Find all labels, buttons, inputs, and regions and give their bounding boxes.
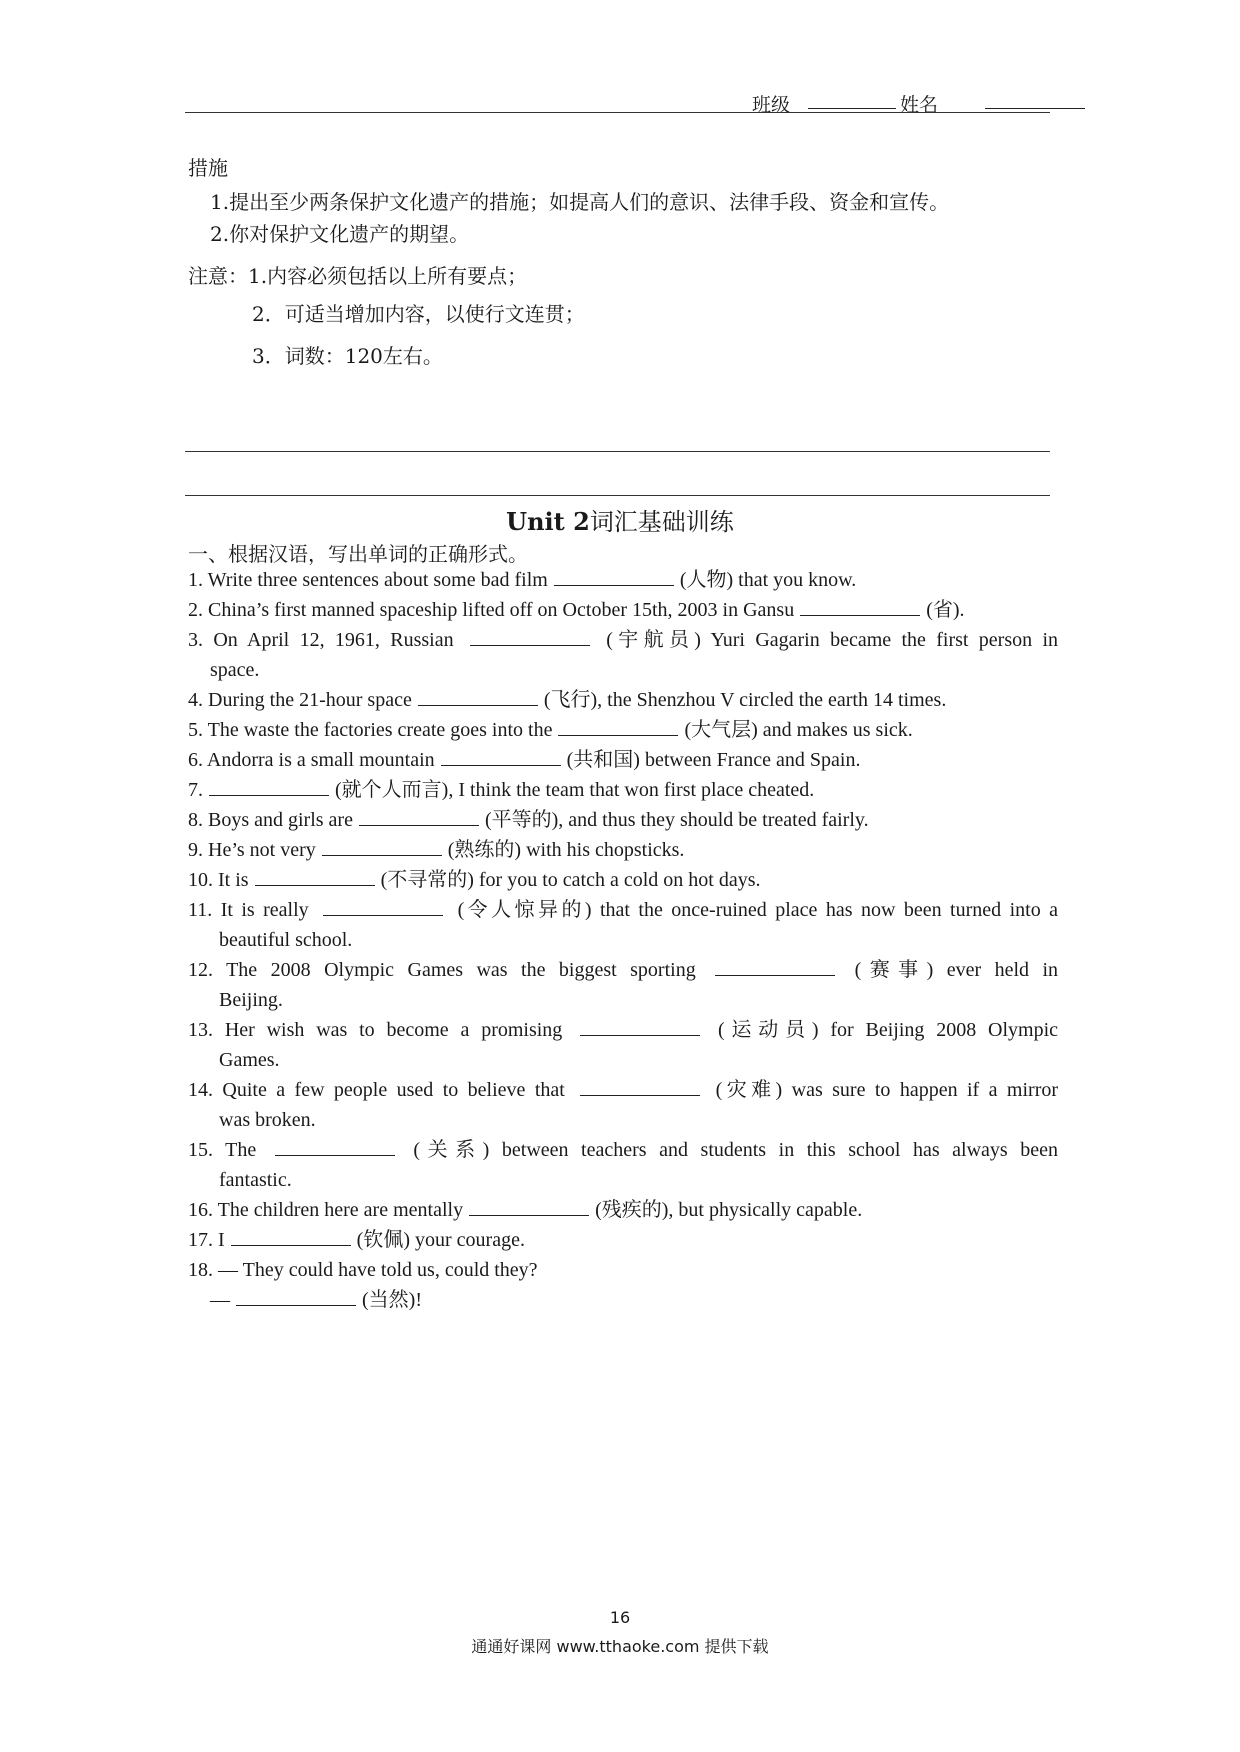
class-label: 班级 xyxy=(752,94,791,116)
exercise-item: 16. The children here are mentally (残疾的), but physically capable. xyxy=(188,1199,863,1221)
exercise-item: 2. China’s first manned spaceship lifted off on October 15th, 2003 in Gansu (省). xyxy=(188,599,965,621)
notes-item-3: 3．词数：120左右。 xyxy=(252,344,443,368)
class-blank xyxy=(808,108,896,109)
measures-heading: 措施 xyxy=(188,156,228,180)
answer-blank[interactable] xyxy=(236,1287,356,1306)
answer-blank[interactable] xyxy=(255,867,375,886)
exercise-item: 3. On April 12, 1961, Russian (宇航员) Yuri Gagarin became the first person in xyxy=(188,629,1059,651)
unit-title-rest: 词汇基础训练 xyxy=(589,508,734,536)
notes-lead: 注意：1.内容必须包括以上所有要点； xyxy=(188,264,528,288)
name-blank xyxy=(985,108,1085,109)
exercise-continuation: was broken. xyxy=(219,1109,316,1131)
exercise-item: 5. The waste the factories create goes into the (大气层) and makes us sick. xyxy=(188,719,913,741)
exercise-item: 13. Her wish was to become a promising (运动员) for Beijing 2008 Olympic xyxy=(188,1019,1059,1041)
exercise-list xyxy=(188,565,1058,1315)
answer-blank[interactable] xyxy=(418,687,538,706)
exercise-continuation: space. xyxy=(210,659,260,681)
answer-blank[interactable] xyxy=(800,597,920,616)
writing-line xyxy=(185,495,1050,496)
exercise-item: 9. He’s not very (熟练的) with his chopsticks. xyxy=(188,839,685,861)
exercise-reply: — (当然)! xyxy=(210,1289,422,1311)
unit-title xyxy=(0,502,1240,537)
exercise-item: 11. It is really (令人惊异的) that the once-ruined place has now been turned into a xyxy=(188,899,1059,921)
page-number: 16 xyxy=(609,1608,631,1627)
section-heading: 一、根据汉语，写出单词的正确形式。 xyxy=(188,542,528,566)
exercise-continuation: fantastic. xyxy=(219,1169,292,1191)
answer-blank[interactable] xyxy=(323,897,443,916)
exercise-item: 10. It is (不寻常的) for you to catch a cold on hot days. xyxy=(188,869,761,891)
exercise-item: 18. — They could have told us, could they? xyxy=(188,1259,538,1281)
exercise-item: 6. Andorra is a small mountain (共和国) between France and Spain. xyxy=(188,749,861,771)
exercise-item: 4. During the 21-hour space (飞行), the Shenzhou V circled the earth 14 times. xyxy=(188,689,947,711)
answer-blank[interactable] xyxy=(554,567,674,586)
answer-blank[interactable] xyxy=(580,1017,700,1036)
header-rule xyxy=(185,112,1050,113)
exercise-continuation: Games. xyxy=(219,1049,280,1071)
answer-blank[interactable] xyxy=(558,717,678,736)
answer-blank[interactable] xyxy=(359,807,479,826)
answer-blank[interactable] xyxy=(715,957,835,976)
exercise-item: 8. Boys and girls are (平等的), and thus they should be treated fairly. xyxy=(188,809,869,831)
exercise-continuation: beautiful school. xyxy=(219,929,353,951)
notes-item-2: 2．可适当增加内容，以使行文连贯； xyxy=(252,302,585,326)
answer-blank[interactable] xyxy=(209,777,329,796)
exercise-item: 15. The (关系) between teachers and students in this school has always been xyxy=(188,1139,1058,1161)
exercise-item: 1. Write three sentences about some bad film (人物) that you know. xyxy=(188,569,857,591)
exercise-item: 12. The 2008 Olympic Games was the biggest sporting (赛事) ever held in xyxy=(188,959,1059,981)
answer-blank[interactable] xyxy=(580,1077,700,1096)
name-label: 姓名 xyxy=(900,94,939,116)
measures-item-1: 1.提出至少两条保护文化遗产的措施；如提高人们的意识、法律手段、资金和宣传。 xyxy=(210,190,950,214)
answer-blank[interactable] xyxy=(275,1137,395,1156)
exercise-item: 7. (就个人而言), I think the team that won first place cheated. xyxy=(188,779,815,801)
answer-blank[interactable] xyxy=(441,747,561,766)
answer-blank[interactable] xyxy=(231,1227,351,1246)
answer-blank[interactable] xyxy=(469,1197,589,1216)
unit-title-bold: Unit 2 xyxy=(506,507,590,536)
exercise-item: 14. Quite a few people used to believe that (灾难) was sure to happen if a mirror xyxy=(188,1079,1059,1101)
answer-blank[interactable] xyxy=(322,837,442,856)
measures-item-2: 2.你对保护文化遗产的期望。 xyxy=(210,222,470,246)
writing-line xyxy=(185,451,1050,452)
answer-blank[interactable] xyxy=(470,627,590,646)
footer-source: 通通好课网 www.tthaoke.com 提供下载 xyxy=(471,1637,769,1656)
exercise-continuation: Beijing. xyxy=(219,989,283,1011)
exercise-item: 17. I (钦佩) your courage. xyxy=(188,1229,525,1251)
